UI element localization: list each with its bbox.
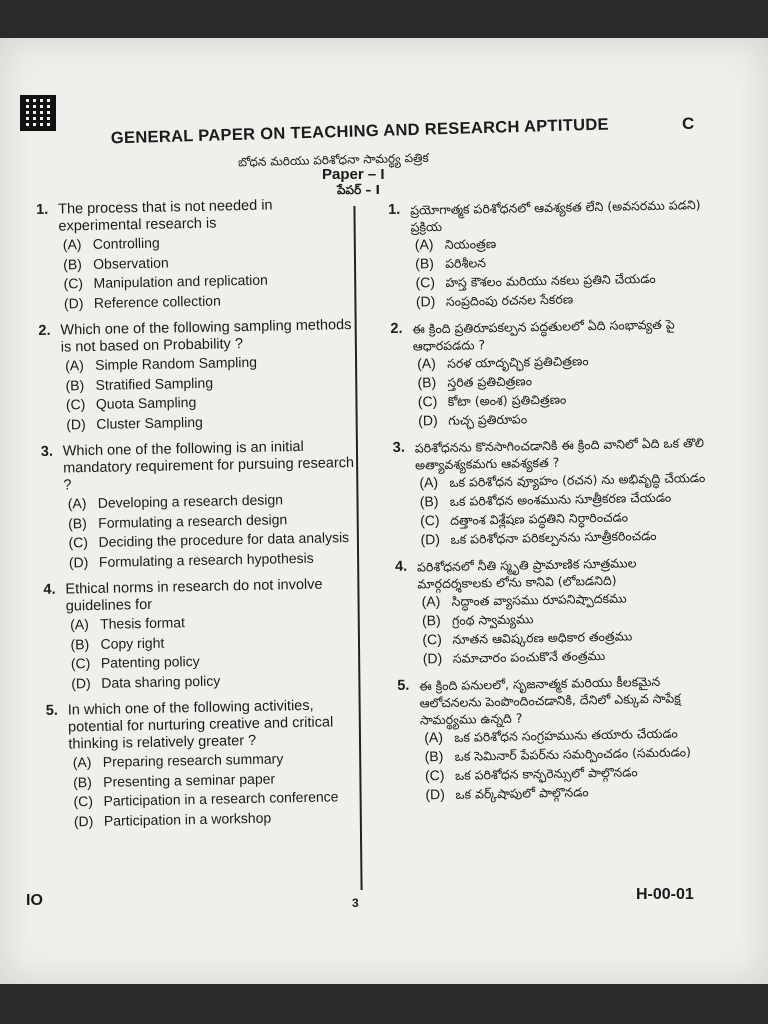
paper-number: Paper – I	[322, 166, 385, 183]
question-body	[65, 576, 363, 694]
option-label: (B)	[70, 635, 90, 652]
option-text: హస్త కౌశలం మరియు నకలు ప్రతిని చేయడం	[445, 270, 656, 290]
option-label: (D)	[71, 674, 91, 691]
question-number: 4.	[43, 581, 56, 598]
question-4	[43, 576, 363, 694]
option-label: (A)	[424, 729, 444, 746]
option-label: (D)	[420, 531, 441, 548]
option-text: Reference collection	[93, 291, 221, 311]
option-label: (C)	[68, 534, 89, 551]
option-text: పరిశీలన	[445, 255, 487, 271]
option-label: (C)	[63, 275, 84, 292]
option-text: Cluster Sampling	[96, 413, 204, 432]
option-label: (A)	[421, 593, 441, 610]
option-label: (B)	[419, 493, 439, 510]
option-label: (D)	[68, 553, 89, 570]
question-number: 4.	[394, 558, 408, 575]
question-number: 3.	[40, 443, 54, 460]
telugu-questions-column	[388, 196, 720, 814]
question-number: 5.	[45, 702, 59, 719]
paper-title-telugu: బోధన మరియు పరిశోధనా సామర్థ్య పత్రిక	[237, 150, 429, 170]
question-3	[41, 438, 361, 573]
option-label: (B)	[72, 773, 92, 790]
option-text: ఒక సెమినార్ పేపర్‌ను సమర్పించడం (సమరుడం)	[454, 744, 692, 764]
option-text: సరళ యాదృచ్ఛిక ప్రతిచిత్రణం	[446, 353, 589, 371]
question-body	[68, 697, 366, 832]
option-text: దత్తాంశ విశ్లేషణ పద్ధతిని నిర్ధారించడం	[449, 509, 629, 528]
option-label: (C)	[417, 393, 438, 410]
option-label: (D)	[63, 294, 84, 311]
question-stem: పరిశోధనలో నీతి స్మృతి ప్రామాణిక సూత్రముల మార్గదర్శకాలకు లోను కానివి (లోబడనిది)	[416, 555, 637, 592]
question-body	[417, 553, 717, 669]
option-text: Participation in a workshop	[103, 809, 272, 829]
question-stem: Ethical norms in research do not involve guidelines for	[65, 576, 323, 615]
option-label: (B)	[424, 748, 444, 765]
option-text: Simple Random Sampling	[94, 353, 258, 373]
option-text: ఒక పరిశోధన కాన్ఫరెన్సులో పాల్గొనడం	[454, 764, 638, 783]
option-text: ఒక పరిశోధన సంగ్రహమును తయారు చేయడం	[454, 725, 678, 745]
option-text: ఒక పరిశోధనా పరికల్పనను సూత్రీకరించడం	[450, 527, 657, 547]
page-number: 3	[352, 896, 359, 910]
option-text: ఒక పరిశోధన వ్యూహం (రచన) ను అభివృద్ధి చేయడం	[449, 469, 706, 490]
question-body	[419, 672, 719, 805]
option-label: (B)	[63, 255, 83, 272]
option-label: (C)	[424, 767, 445, 784]
option-label: (D)	[415, 293, 436, 310]
option-label: (C)	[73, 793, 94, 810]
question-4	[395, 553, 717, 669]
option-text: Formulating a research hypothesis	[98, 549, 314, 570]
option-label: (A)	[62, 236, 82, 253]
answer-option	[69, 547, 361, 572]
option-label: (B)	[421, 612, 441, 629]
question-stem: Which one of the following is an initial mandatory requirement for pursuing research ?	[62, 438, 355, 494]
option-text: Participation in a research conference	[103, 788, 339, 809]
option-label: (C)	[70, 655, 91, 672]
option-text: గుచ్ఛ ప్రతిరూపం	[448, 411, 528, 428]
option-label: (A)	[419, 474, 439, 491]
option-label: (A)	[72, 754, 92, 771]
option-label: (D)	[425, 786, 445, 803]
question-stem: ప్రయోగాత్మక పరిశోధనలో ఆవశ్యకత లేని (అవసరము పడని) ప్రక్రియ	[410, 197, 701, 235]
option-label: (A)	[414, 236, 434, 253]
question-body	[412, 315, 712, 431]
qr-code-icon	[20, 95, 56, 131]
option-text: కోటా (అంశ) ప్రతిచిత్రణం	[447, 391, 567, 409]
question-number: 1.	[36, 201, 49, 218]
option-text: నియంత్రణ	[444, 235, 497, 252]
question-body	[58, 196, 356, 314]
set-letter: C	[682, 114, 695, 133]
option-text: Presenting a seminar paper	[102, 770, 276, 790]
option-text: ఒక వర్క్‌షాపులో పాల్గొనడం	[455, 784, 589, 802]
option-text: గ్రంథ స్వామ్యము	[451, 611, 534, 628]
option-label: (A)	[69, 616, 89, 633]
question-5	[46, 697, 366, 832]
english-questions-column	[36, 196, 366, 841]
option-text: Preparing research summary	[102, 750, 284, 770]
question-2	[390, 315, 712, 431]
option-text: Observation	[93, 253, 169, 272]
option-label: (D)	[418, 412, 438, 429]
question-number: 1.	[388, 201, 401, 218]
question-3	[393, 434, 715, 550]
question-number: 5.	[397, 677, 410, 694]
question-stem: In which one of the following activities, potential for nurturing creative and critical thinking is relatively greater ?	[67, 697, 334, 753]
option-text: Copy right	[100, 634, 165, 652]
answer-option	[74, 806, 366, 831]
option-text: Controlling	[92, 234, 160, 252]
option-text: Data sharing policy	[101, 672, 221, 691]
option-label: (D)	[73, 812, 94, 829]
option-label: (D)	[66, 415, 86, 432]
option-label: (A)	[416, 355, 436, 372]
option-text: Manipulation and replication	[93, 271, 269, 291]
option-label: (B)	[415, 255, 435, 272]
question-5	[397, 672, 719, 805]
question-number: 2.	[390, 320, 403, 337]
answer-option	[64, 288, 356, 313]
option-text: Thesis format	[99, 614, 186, 632]
option-label: (C)	[422, 631, 442, 648]
question-2	[38, 317, 358, 435]
question-number: 2.	[38, 322, 51, 339]
option-label: (A)	[64, 357, 84, 374]
option-label: (B)	[417, 374, 437, 391]
booklet-code: H-00-01	[636, 886, 694, 903]
question-body	[415, 434, 715, 550]
option-label: (D)	[422, 650, 443, 667]
question-stem: ఈ క్రింది పనులలో, సృజనాత్మక మరియు కీలకమైన ఆలోచనలను పెంపొందించడానికి, దేనిలో ఎక్కువ సాపేక్ష సామర్థ్యము ఉన్నది ?	[419, 673, 681, 728]
question-1	[36, 196, 356, 314]
option-text: Quota Sampling	[95, 393, 197, 412]
question-stem: The process that is not needed in experimental research is	[57, 197, 273, 235]
paper-number-telugu: పేపర్ – I	[337, 183, 381, 197]
option-label: (B)	[65, 376, 85, 393]
option-label: (C)	[415, 274, 436, 291]
option-label: (B)	[68, 514, 87, 531]
footer-mark: IO	[26, 892, 43, 909]
option-text: ఒక పరిశోధన అంశమును సూత్రీకరణ చేయడం	[449, 489, 672, 509]
question-body	[60, 317, 358, 435]
option-text: సిద్ధాంత వ్యాసము రూపనిష్పాదకము	[451, 590, 627, 609]
option-text: సంప్రదింపు రచనల సేకరణ	[445, 291, 574, 309]
option-text: నూతన ఆవిష్కరణ అధికార తంత్రము	[452, 628, 633, 647]
option-text: సమాచారం పంచుకొనే తంత్రము	[452, 647, 606, 666]
option-label: (C)	[65, 396, 86, 413]
question-body	[63, 438, 361, 573]
option-label: (C)	[419, 512, 440, 529]
option-text: Developing a research design	[97, 491, 284, 511]
option-text: స్తరిత ప్రతిచిత్రణం	[447, 373, 533, 390]
option-text: Stratified Sampling	[95, 374, 214, 393]
question-stem: ఈ క్రింది ప్రతిరూపకల్పన పద్ధతులలో ఏది సంభావ్యత పై ఆధారపడదు ?	[412, 316, 675, 354]
option-text: Formulating a research design	[98, 510, 288, 531]
option-label: (A)	[67, 495, 87, 512]
question-stem: పరిశోధనను కొనసాగించడానికి ఈ క్రింది వానిలో ఏది ఒక తొలి అత్యావశ్యకమగు ఆవశ్యకత ?	[414, 434, 705, 473]
answer-option	[71, 668, 363, 693]
question-stem: Which one of the following sampling methods is not based on Probability ?	[60, 316, 352, 356]
paper-title: GENERAL PAPER ON TEACHING AND RESEARCH APTITUDE	[110, 115, 610, 148]
question-1	[388, 196, 710, 312]
answer-option	[66, 409, 358, 434]
option-text: Patenting policy	[100, 652, 200, 671]
question-body	[410, 196, 710, 312]
question-number: 3.	[392, 439, 405, 456]
option-text: Deciding the procedure for data analysis	[98, 529, 350, 550]
